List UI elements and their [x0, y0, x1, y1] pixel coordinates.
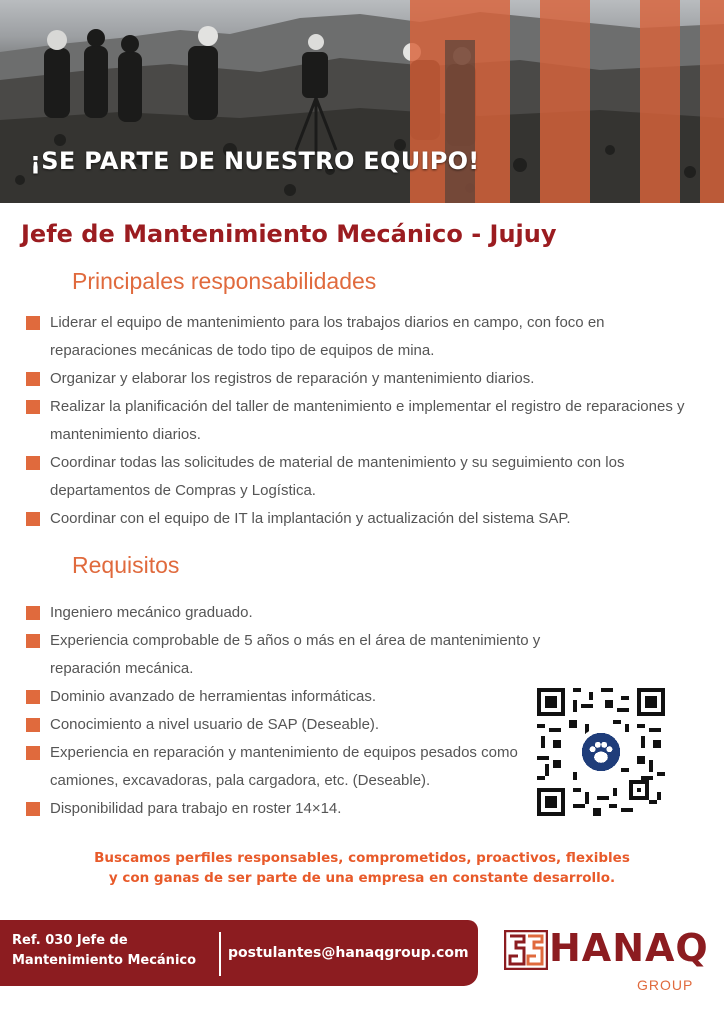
responsibilities-heading: Principales responsabilidades	[72, 268, 377, 294]
requirements-list	[26, 599, 541, 823]
list-item: Realizar la planificación del taller de mantenimiento e implementar el registro de reparaciones y mantenimiento diarios.	[26, 393, 686, 449]
bullet-square-icon	[26, 512, 40, 526]
bullet-square-icon	[26, 456, 40, 470]
divider	[219, 932, 221, 976]
decor-orange-bar	[640, 0, 680, 203]
list-item: Dominio avanzado de herramientas informáticas.	[26, 683, 526, 711]
list-item: Experiencia comprobable de 5 años o más en el área de mantenimiento y reparación mecánica.	[26, 627, 610, 683]
logo-subtitle: GROUP	[637, 977, 694, 993]
responsibilities-list	[26, 309, 686, 533]
job-title: Jefe de Mantenimiento Mecánico - Jujuy	[21, 220, 557, 248]
bullet-square-icon	[26, 400, 40, 414]
decor-dark-gap	[445, 40, 475, 203]
bullet-square-icon	[26, 802, 40, 816]
list-item: Organizar y elaborar los registros de reparación y mantenimiento diarios.	[26, 365, 686, 393]
list-item: Coordinar con el equipo de IT la implantación y actualización del sistema SAP.	[26, 505, 686, 533]
list-item: Ingeniero mecánico graduado.	[26, 599, 526, 627]
list-item: Coordinar todas las solicitudes de material de mantenimiento y su seguimiento con los departamentos de Compras y Logística.	[26, 449, 686, 505]
bullet-square-icon	[26, 690, 40, 704]
bullet-square-icon	[26, 372, 40, 386]
decor-orange-bar	[540, 0, 590, 203]
decor-orange-bar	[700, 0, 724, 203]
closing-line-2: y con ganas de ser parte de una empresa en constante desarrollo.	[108, 870, 616, 886]
qr-code-icon[interactable]	[537, 688, 665, 816]
list-item: Disponibilidad para trabajo en roster 14×14.	[26, 795, 526, 823]
bullet-square-icon	[26, 746, 40, 760]
requirements-heading: Requisitos	[72, 552, 180, 578]
reference-line-1: Ref. 030 Jefe de	[12, 933, 128, 948]
list-item: Liderar el equipo de mantenimiento para los trabajos diarios en campo, con foco en reparaciones mecánicas de todo tipo de equipos de mina.	[26, 309, 686, 365]
bullet-square-icon	[26, 634, 40, 648]
bullet-square-icon	[26, 316, 40, 330]
list-item: Experiencia en reparación y mantenimiento de equipos pesados como camiones, excavadoras, pala cargadora, etc. (Deseable).	[26, 739, 526, 795]
hanaq-logo-icon	[504, 930, 548, 970]
bullet-square-icon	[26, 718, 40, 732]
list-item: Conocimiento a nivel usuario de SAP (Deseable).	[26, 711, 526, 739]
bullet-square-icon	[26, 606, 40, 620]
closing-line-1: Buscamos perfiles responsables, comprometidos, proactivos, flexibles	[94, 850, 630, 866]
hero-headline: ¡SE PARTE DE NUESTRO EQUIPO!	[30, 147, 480, 175]
logo-wordmark: HANAQ	[549, 926, 709, 970]
email-link[interactable]: postulantes@hanaqgroup.com	[228, 945, 469, 961]
reference-block	[12, 931, 196, 971]
reference-line-2: Mantenimiento Mecánico	[12, 953, 197, 968]
